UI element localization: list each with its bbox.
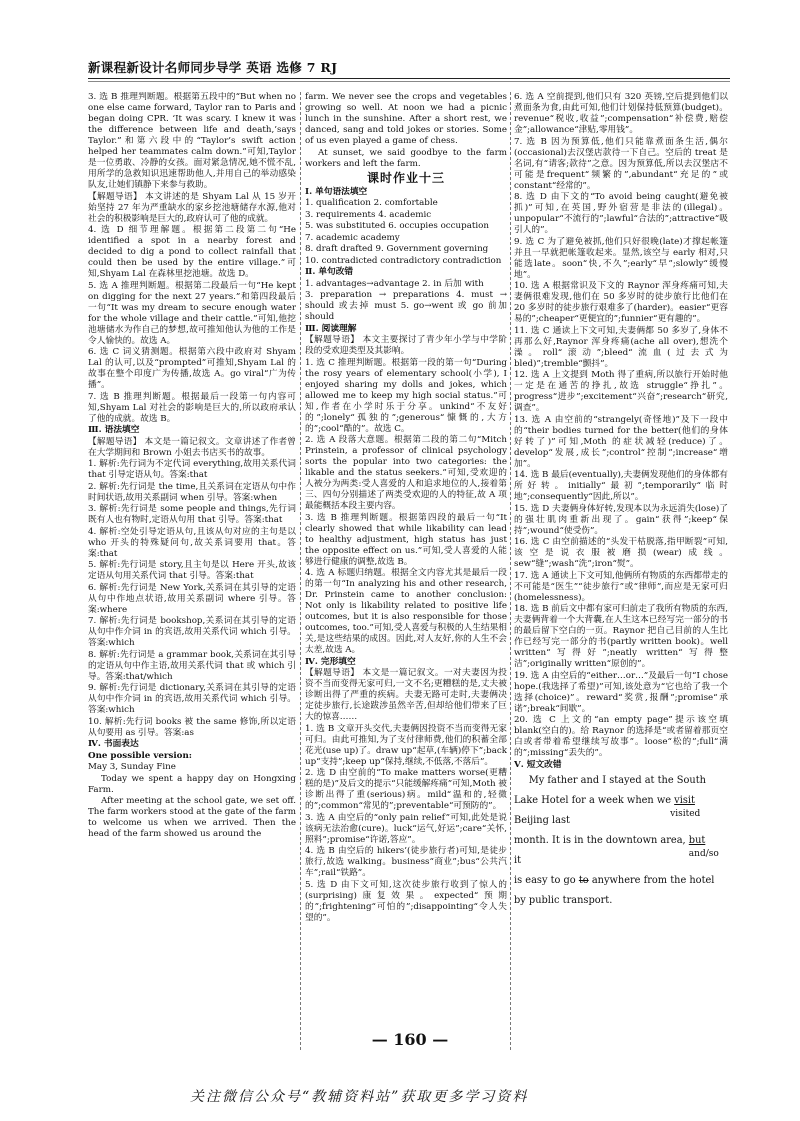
paragraph: 4. 选 B 由空后的 hikers’(徒步旅行者)可知,是徒步旅行,故选 walking。business“商业”;bus“公共汽车”;rail“铁路”。 [305, 846, 507, 878]
paragraph: 4. 选 A 标题归纳题。根据全文内容尤其是最后一段的第一句“In analyzing his and other research, Dr. Prinstein came to another conclusion: Not only is likability related to positive life outcomes, but it is also responsible for those outcomes, too.”可知,受人喜爱与积极的人生结果相关,是这些结果的成因。因此,对人友好,你的人生不会太差,故选 A。 [305, 568, 507, 655]
paragraph: 6. 选 A 空前提到,他们只有 320 英镑,空后提到他们以煮面条为食,由此可知,他们计划保持低预算(budget)。revenue“税收,收益”;compensation“补偿费,赔偿金”;allowance“津贴,零用钱”。 [514, 92, 728, 135]
answer-line: 10. contradicted contradictory contradiction [305, 255, 502, 266]
paragraph: 12. 选 A 上文提到 Moth 得了重病,所以旅行开始时他一定是在通苦的挣扎,故选 struggle“挣扎”。progress“进步”;excitement“兴奋”;research“研究,调查”。 [514, 370, 728, 413]
deleted-word: to [578, 875, 589, 886]
paragraph: 13. 选 A 由空前的“strangely(奇怪地)”及下一段中的“their bodies turned for the better(他们的身体好转了)”可知,Moth 的症状减轻(reduce)了。develop“发展,成长”;control“控制”;increase“增加”。 [514, 414, 728, 469]
paragraph: 1. 选 C 推理判断题。根据第一段的第一句“During the rosy years of elementary school(小学), I enjoyed sharing my dolls and jokes, which allowed me to keep my high social status.”可知,作者在小学时乐于分享。unkind“不友好的”;lonely“孤独的”;generous“慷慨的,大方的”;cool“酷的”。故选 C。 [305, 357, 507, 434]
essay-text: After meeting at the school gate, we set off. The farm workers stood at the gate of the farm to welcome us when we arrived. Then the head of the farm showed us around the [88, 796, 296, 839]
essay-text: My father and I stayed at the South Lake Hotel for a week when we [514, 775, 706, 806]
column-middle [305, 92, 507, 1052]
answer-line: 1. advantages→advantage 2. in 后加 with [305, 278, 484, 289]
answer-item: 5. 解析:先行词是 story,且主句是以 Here 开头,故该定语从句用关系代词 that 引导。答案:that [88, 560, 296, 581]
correction-mark [688, 831, 725, 859]
essay-text: Today we spent a happy day on Hongxing Farm. [88, 773, 296, 795]
paragraph: 7. 选 B 推理判断题。根据最后一段第一句内容可知,Shyam Lal 对社会的影响是巨大的,所以政府承认了他的成就。故选 B。 [88, 391, 296, 424]
paragraph: 15. 选 D 夫妻俩身体好转,发现本以为永远消失(lose)了的强壮肌肉重新出现了。gain“获得”;keep“保持”;wound“使受伤”。 [514, 503, 728, 536]
paragraph: 3. 选 A 由空后的“only pain relief”可知,此处是说该病无法治愈(cure)。luck“运气,好运”;care“关怀,照料”;promise“许诺,答应”。 [305, 812, 507, 845]
paragraph: 11. 选 C 通读上下文可知,夫妻俩都 50 多岁了,身体不再那么好,Raynor 浑身疼痛(ache all over),想洗个澡。roll“滚动”;bleed“流血(过去式为 bled)”;tremble“颤抖”。 [514, 325, 728, 369]
paragraph: 7. 选 B 因为预算低,他们只能靠煮面条生活,偶尔(occasional)去汉堡店款待一下自己。空后的 treat 是名词,有“请客;款待”之意。因为预算低,所以去汉堡店不可能是frequent“频繁的”,abundant“充足的”或 constant“经常的”。 [514, 136, 728, 191]
essay-text: farm. We never see the crops and vegetables growing so well. At noon we had a picnic lunch in the sunshine. After a short rest, we danced, sang and told jokes or stories. Some of us even played a game of chess. [305, 92, 507, 146]
paragraph: 【解题导语】 本文主要探讨了青少年小学与中学阶段的受欢迎类型及其影响。 [305, 335, 507, 356]
paragraph: 8. 选 D 由下文的“To avoid being caught(避免被抓)”可知,在英国,野外宿营是非法的(illegal)。unpopular“不流行的”;lawful“合法的”;attractive“吸引人的”。 [514, 192, 728, 235]
column-divider-1 [300, 92, 301, 1050]
column-left [88, 92, 296, 1052]
essay-text: it [514, 855, 522, 866]
section-title: Ⅲ. 阅读理解 [305, 323, 357, 334]
paragraph: 5. 选 D 由下文可知,这次徒步旅行收到了惊人的(surprising)康复效果。expected“预期的”;frightening“可怕的”;disappointing“令人失望的”。 [305, 879, 507, 923]
answer-item: 1. 解析:先行词为不定代词 everything,故用关系代词 that 引导定语从句。答案:that [88, 459, 296, 480]
answer-line: 5. was substituted 6. occupies occupation [305, 221, 489, 231]
error-word: visit [674, 795, 695, 806]
paragraph: 3. 选 B 推理判断题。根据第四段的最后一句“It clearly showed that while likability can lead to healthy adjustment, high status has just the opposite effect on us.”可知,受人喜爱的人能够进行健康的调整,故选 B。 [305, 512, 507, 567]
header-rule-thin [88, 81, 730, 82]
answer-line: 3. preparation → preparations 4. must → should 或去掉 must 5. go→went 或 go 前加 should [305, 290, 507, 322]
page-number: — 160 — [371, 1030, 449, 1049]
answer-line: 3. requirements 4. academic [305, 209, 432, 220]
essay-text: Beijing last [514, 815, 570, 826]
answer-item: 7. 解析:先行词是 bookshop,关系词在其引导的定语从句中作介词 in 的宾语,故用关系代词 which 引导。答案:which [88, 616, 296, 648]
header-rule [88, 78, 730, 79]
paragraph: 17. 选 A 通读上下文可知,他俩所有物质的东西都带走的不可能是“医生”“徒步旅行”或“律师”,而应是无家可归(homelessness)。 [514, 570, 728, 603]
answer-line: 1. qualification 2. comfortable [305, 198, 438, 208]
answer-line: 7. academic academy [305, 232, 400, 243]
lesson-title: 课时作业十三 [366, 170, 445, 185]
paragraph: 6. 选 C 词义猜测题。根据第六段中政府对 Shyam Lal 的认可,以及“prompted”可推知,Shyam Lal 的故事在整个印度广为传播,故选 A。go viral“广为传播”。 [88, 347, 296, 390]
section-title: Ⅳ. 完形填空 [305, 656, 356, 667]
essay-label: One possible version: [88, 750, 192, 761]
page-header: 新课程新设计名师同步导学 英语 选修 7 RJ [88, 60, 338, 75]
answer-item: 2. 解析:先行词是 the time,且关系词在定语从句中作时间状语,故用关系副词 when 引导。答案:when [88, 481, 296, 503]
paragraph: 1. 选 B 文章开头交代,夫妻俩因投资不当而变得无家可归。由此可推知,为了支付律师费,他们的积蓄全部花光(use up)了。draw up“起草,(车辆)停下”;back up“支持”;keep up“保持,继续,不低落,不落后”。 [305, 723, 507, 767]
column-right [514, 92, 728, 1052]
correction-essay [514, 771, 728, 911]
error-word: but [688, 835, 706, 846]
paragraph: 4. 选 D 细节理解题。根据第二段第二句“He identified a spot in a nearby forest and decided to dig a pond to collect rainfall that could then be used by the entire village.”可知,Shyam Lal 在森林里挖池塘。故选 D。 [88, 225, 296, 279]
correction-mark [670, 791, 710, 819]
essay-date: May 3, Sunday Fine [88, 762, 176, 772]
essay-text: anywhere from the hotel by public transport. [514, 875, 715, 906]
paragraph: 【解题导语】 本文是一篇记叙文。一对夫妻因为投资不当而变得无家可归,一文不名;更糟糕的是,丈夫被诊断出得了严重的疾病。夫妻无路可走时,夫妻俩决定徒步旅行,长途跋涉虽然辛苦,但却给他们带来了巨大的惊喜…… [305, 668, 507, 722]
essay-text: At sunset, we said goodbye to the farm workers and left the farm. [305, 147, 507, 169]
answer-item: 4. 解析:空处引导定语从句,且该从句对应的主句是以 who 开头的特殊疑问句,故关系词要用 that。答案:that [88, 526, 296, 559]
paragraph: 5. 选 A 推理判断题。根据第二段最后一句“He kept on digging for the next 27 years.”和第四段最后一句“It was my dream to secure enough water for the whole village and their cattle.”可知,他挖池塘储水为作自己的梦想,故可推知他认为他的工作是令人愉快的。故选 A。 [88, 280, 296, 346]
paragraph: 19. 选 A 由空后的“either…or…”及最后一句“I chose hope.(我选择了希望)”可知,该处意为“它也给了我一个选择(choice)”。reward“奖赏,报酬”;promise“承诺”;break“间歇”。 [514, 670, 728, 714]
paragraph: 20. 选 C 上文的“an empty page”提示该空填 blank(空白的)。给 Raynor 的选择是“或者留着那页空白或者带着希望继续写故事”。loose“松的”;full“满的”;missing“丢失的”。 [514, 715, 728, 758]
correction-word: visited [670, 809, 701, 819]
paragraph: 2. 选 A 段落大意题。根据第二段的第二句“Mitch Prinstein, a professor of clinical psychology sorts the popular into two categories: the likable and the status seekers.”可知,受欢迎的人被分为两类:受人喜爱的人和追求地位的人,接着第三、四句分别描述了两类受欢迎的人的特征,故 A 项最能概括本段主要内容。 [305, 435, 507, 511]
column-divider-2 [510, 92, 511, 1050]
section-title: Ⅳ. 书面表达 [88, 739, 139, 749]
answer-item: 6. 解析:先行词是 New York,关系词在其引导的定语从句中作地点状语,故用关系副词 where 引导。答案:where [88, 582, 296, 615]
paragraph: 【解题导语】 本文讲述的是 Shyam Lal 从 15 岁开始坚持 27 年为严重缺水的家乡挖池塘储存水源,他对社会的积极影响是巨大的,政府认可了他的成就。 [88, 191, 296, 224]
paragraph: 14. 选 B 最后(eventually),夫妻俩发现他们的身体都有所好转。initially“最初”;temporarily“临时地”;consequently“因此,所以”。 [514, 470, 728, 502]
answer-line: 8. draft drafted 9. Government governing [305, 244, 489, 254]
section-title: Ⅴ. 短文改错 [514, 759, 562, 770]
answer-item: 9. 解析:先行词是 dictionary,关系词在其引导的定语从句中作介词 in 的宾语,故用关系代词 which 引导。答案:which [88, 683, 296, 715]
answer-item: 3. 解析:先行词是 some people and things,先行词既有人也有物时,定语从句用 that 引导。答案:that [88, 504, 296, 525]
section-title: Ⅲ. 语法填空 [88, 425, 140, 435]
essay-text: month. It is in the downtown area, [514, 835, 686, 846]
answer-item: 8. 解析:先行词是 a grammar book,关系词在其引导的定语从句中作主语,故用关系代词 that 或 which 引导。答案:that/which [88, 649, 296, 682]
essay-text: is easy to go [514, 875, 576, 886]
paragraph: 【解题导语】 本文是一篇记叙文。文章讲述了作者曾在大学期间和 Brown 小姐去书店买书的故事。 [88, 436, 296, 458]
section-title: Ⅱ. 单句改错 [305, 267, 354, 277]
paragraph: 3. 选 B 推理判断题。根据第五段中的“But when no one else came forward, Taylor ran to Paris and began doing CPR. ‘It was scary. I knew it was the difference between life and death,’says Taylor.”和第六段中的“Taylor’s swift action helped her teammates calm down.”可知,Taylor 是一位勇敢、冷静的女孩。面对紧急情况,她不慌不乱,用所学的急救知识迅速帮助他人,并用自己的举动感染队友,让她们镇静下来参与救助。 [88, 92, 296, 190]
paragraph: 9. 选 C 为了避免被抓,他们只好很晚(late)才撑起帐篷并且一早就把帐篷收起来。显然,该空与 early 相对,只能选late。soon“快,不久”;early“早”;slowly“缓慢地”。 [514, 236, 728, 280]
answer-item: 10. 解析:先行词 books 被 the same 修饰,所以定语从句要用 as 引导。答案:as [88, 716, 296, 738]
paragraph: 10. 选 A 根据常识及下文的 Raynor 浑身疼痛可知,夫妻俩很难发现,他们在 50 多岁时的徒步旅行比他们在 20 多岁时的徒步旅行艰难多了(harder)。easier“更容易的”;cheaper“更便宜的”;funnier“更有趣的”。 [514, 281, 728, 324]
section-title: Ⅰ. 单句语法填空 [305, 186, 368, 197]
footer-note: 关注微信公众号“教辅资料站”获取更多学习资料 [190, 1089, 529, 1105]
correction-word: and/so [688, 849, 719, 859]
paragraph: 16. 选 C 由空前描述的“头发干枯脱落,指甲断裂”可知,该空是说衣服被磨损(wear)成线。sew“缝”;wash“洗”;iron“熨”。 [514, 537, 728, 569]
paragraph: 18. 选 B 前后文中都有家可归前走了我所有物质的东西,夫妻俩背着一个大背囊,在人生这本已经写完一部分的书的最后留下空白的一页。Raynor 把自己目前的人生比作已经写完一部分的书(partly written book)。well written“写得好”;neatly written“写得整洁”;originally written“原创的”。 [514, 604, 728, 669]
paragraph: 2. 选 D 由空前的“To make matters worse(更糟糕的是)”及后文的提示“只能缓解疼痛”可知,Moth 被诊断出得了重(serious)病。mild“温和的,轻微的”;common“常见的”;preventable“可预防的”。 [305, 768, 507, 811]
